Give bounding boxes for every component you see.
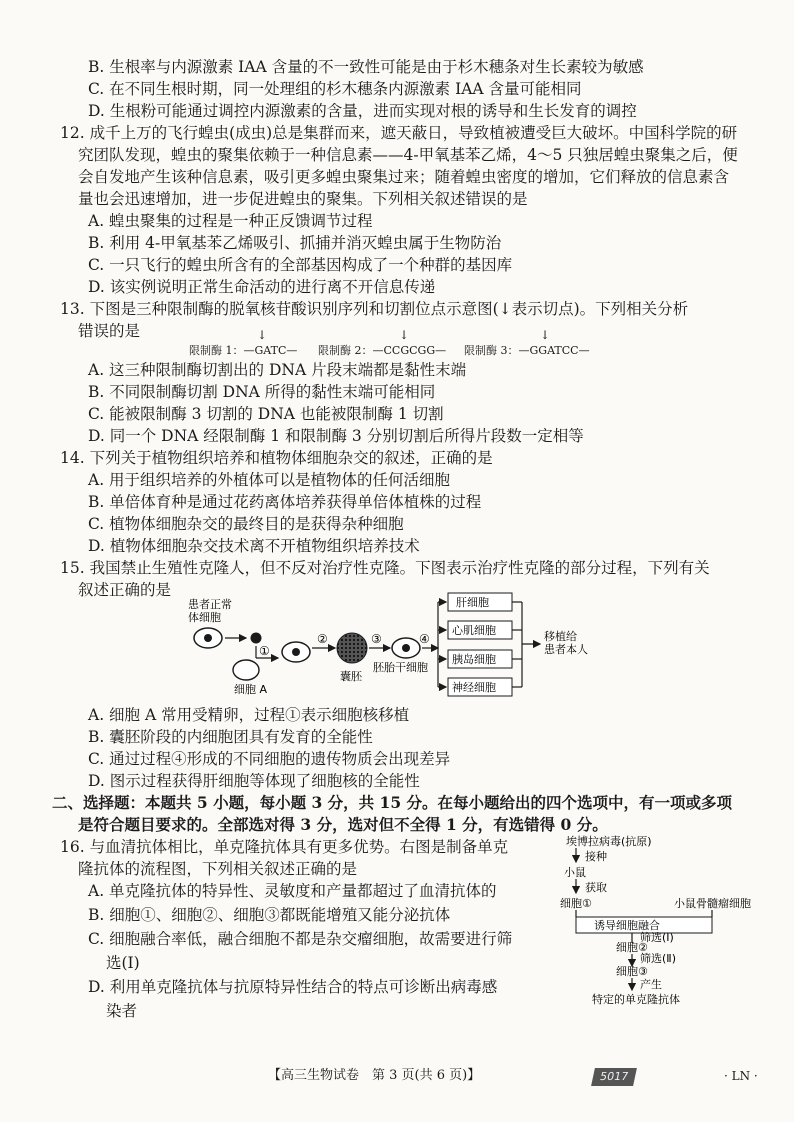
antigen-label: 埃博拉病毒(抗原) [566,835,652,848]
inject-label: 接种 [585,850,607,863]
q14-option-a: A. 用于组织培养的外植体可以是植物体的任何活细胞 [88,471,451,489]
q12-stem-line: 量也会迅速增加，进一步促进蝗虫的聚集。下列相关叙述错误的是 [78,190,528,208]
q15-option-b: B. 囊胚阶段的内细胞团具有发育的全能性 [88,728,373,746]
q12-stem-line: 究团队发现，蝗虫的聚集依赖于一种信息素——4-甲氧基苯乙烯，4～5 只独居蝗虫聚集之后，便 [78,146,738,164]
q16-option-d-cont: 染者 [106,1002,138,1020]
cell-fusion-label: 诱导细胞融合 [594,919,660,932]
step-2-label: ② [317,632,328,646]
page-footer: 【高三生物试卷 第 3 页(共 6 页)】 [268,1068,481,1083]
extracted-nucleus [251,633,262,644]
q15-option-d: D. 图示过程获得肝细胞等体现了细胞核的全能性 [88,772,420,790]
q12-option-d: D. 该实例说明正常生命活动的进行离不开信息传递 [88,278,436,296]
region-tag: · LN · [724,1069,758,1083]
q14-option-b: B. 单倍体育种是通过花药离体培养获得单倍体植株的过程 [88,493,482,511]
q16-option-a: A. 单克隆抗体的特异性、灵敏度和产量都超过了血清抗体的 [88,882,497,900]
section-2-heading: 是符合题目要求的。全部选对得 3 分，选对但不全得 1 分，有选错得 0 分。 [78,815,608,834]
q16-stem-line: 隆抗体的流程图，下列相关叙述正确的是 [78,860,358,878]
q15-stem-line: 叙述正确的是 [78,581,172,599]
reconstructed-cell-nucleus [292,648,300,656]
cell-3-label: 细胞③ [616,965,648,978]
q13-option-d: D. 同一个 DNA 经限制酶 1 和限制酶 3 分别切割后所得片段数一定相等 [88,427,584,445]
q16-option-d: D. 利用单克隆抗体与抗原特异性结合的特点可诊断出病毒感 [88,978,498,996]
q12-option-b: B. 利用 4-甲氧基苯乙烯吸引、抓捕并消灭蝗虫属于生物防治 [88,234,502,252]
q13-stem-line: 13. 下图是三种限制酶的脱氧核苷酸识别序列和切割位点示意图(↓表示切点)。下列相关分析 [60,300,689,318]
cell-1-label: 细胞① [560,897,592,910]
enzyme-1 [189,328,298,358]
section-2-heading: 二、选择题：本题共 5 小题，每小题 3 分，共 15 分。在每小题给出的四个选项中，有一项或多项 [52,793,733,812]
enzyme-label: 限制酶 2： [318,344,373,357]
q12-stem-line: 12. 成千上万的飞行蝗虫(成虫)总是集群而来，遮天蔽日，导致植被遭受巨大破坏。中国科学院的研 [60,124,738,142]
patient-cell-nucleus [204,634,212,642]
patient-cell-label: 患者正常 [188,598,232,611]
cell-a [233,660,259,680]
screening-1-label: 筛选(Ⅰ) [640,931,674,944]
cell-a-label: 细胞 A [234,683,268,696]
q15-option-a: A. 细胞 A 常用受精卵，过程①表示细胞核移植 [88,706,410,724]
q11-option-c: C. 在不同生根时期，同一处理组的杉木穗条内源激素 IAA 含量可能相同 [88,80,582,98]
q16-option-c-cont: 选(Ⅰ) [106,954,140,972]
q15-stem-line: 15. 我国禁止生殖性克隆人，但不反对治疗性克隆。下图表示治疗性克隆的部分过程，下列有关 [60,559,710,577]
q16-stem-line: 16. 与血清抗体相比，单克隆抗体具有更多优势。右图是制备单克 [60,838,509,856]
therapeutic-cloning-diagram [180,590,620,698]
q13-stem-line: 错误的是 [78,322,141,340]
islet-cell-label: 胰岛细胞 [452,653,496,666]
enzyme-sequence: —GATC— [243,344,298,357]
blastocyst-label: 囊胚 [340,670,362,683]
enzyme-sequence: —CCGCGG— [372,344,447,357]
stem-cell-label: 胚胎干细胞 [373,661,428,674]
q13-option-c: C. 能被限制酶 3 切割的 DNA 也能被限制酶 1 切割 [88,405,444,423]
q15-option-c: C. 通过过程④形成的不同细胞的遗传物质会出现差异 [88,750,451,768]
step-1-label: ① [259,644,270,658]
step-3-label: ③ [371,632,382,646]
q13-option-b: B. 不同限制酶切割 DNA 所得的黏性末端可能相同 [88,383,436,401]
q14-option-d: D. 植物体细胞杂交技术离不开植物组织培养技术 [88,537,420,555]
q14-stem: 14. 下列关于植物组织培养和植物体细胞杂交的叙述，正确的是 [60,449,493,467]
stem-cell-nucleus [402,644,410,652]
q11-option-d: D. 生根粉可能通过调控内源激素的含量，进而实现对根的诱导和生长发育的调控 [88,102,637,120]
monoclonal-antibody-flowchart [552,833,772,1011]
q13-option-a: A. 这三种限制酶切割出的 DNA 片段末端都是黏性末端 [88,361,467,379]
enzyme-2 [318,328,447,358]
q12-option-a: A. 蝗虫聚集的过程是一种正反馈调节过程 [88,212,373,230]
transplant-label: 患者本人 [544,643,588,656]
mouse-label: 小鼠 [564,866,586,879]
q14-option-c: C. 植物体细胞杂交的最终目的是获得杂种细胞 [88,515,404,533]
screening-2-label: 筛选(Ⅱ) [640,952,676,965]
liver-cell-label: 肝细胞 [456,596,489,609]
myeloma-label: 小鼠骨髓瘤细胞 [674,897,751,910]
neuron-label: 神经细胞 [452,681,496,694]
q16-option-c: C. 细胞融合率低，融合细胞不都是杂交瘤细胞，故需要进行筛 [88,930,513,948]
enzyme-label: 限制酶 3： [464,344,519,357]
enzyme-label: 限制酶 1： [189,344,244,357]
q12-stem-line: 会自发地产生该种信息素，吸引更多蝗虫聚集过来；随着蝗虫密度的增加，它们释放的信息素含 [78,168,730,186]
enzyme-3 [464,328,590,358]
cut-site-arrow-icon: ↓ [399,328,410,342]
obtain-label: 获取 [585,881,607,894]
cardiomyocyte-label: 心肌细胞 [452,624,496,637]
patient-cell-label: 体细胞 [188,611,221,624]
antibody-label: 特定的单克隆抗体 [592,993,680,1006]
cut-site-arrow-icon: ↓ [540,328,551,342]
cell-2-label: 细胞② [616,941,648,954]
produce-label: 产生 [640,978,662,991]
cut-site-arrow-icon: ↓ [257,328,268,342]
blastocyst [337,633,367,663]
q16-option-b: B. 细胞①、细胞②、细胞③都既能增殖又能分泌抗体 [88,906,451,924]
enzyme-sequence: —GGATCC— [518,344,590,357]
paper-code-badge: 5017 [591,1068,637,1086]
q11-option-b: B. 生根率与内源激素 IAA 含量的不一致性可能是由于杉木穗条对生长素较为敏感 [88,58,644,76]
step-4-label: ④ [419,632,430,646]
transplant-label: 移植给 [544,630,577,643]
q12-option-c: C. 一只飞行的蝗虫所含有的全部基因构成了一个种群的基因库 [88,256,513,274]
